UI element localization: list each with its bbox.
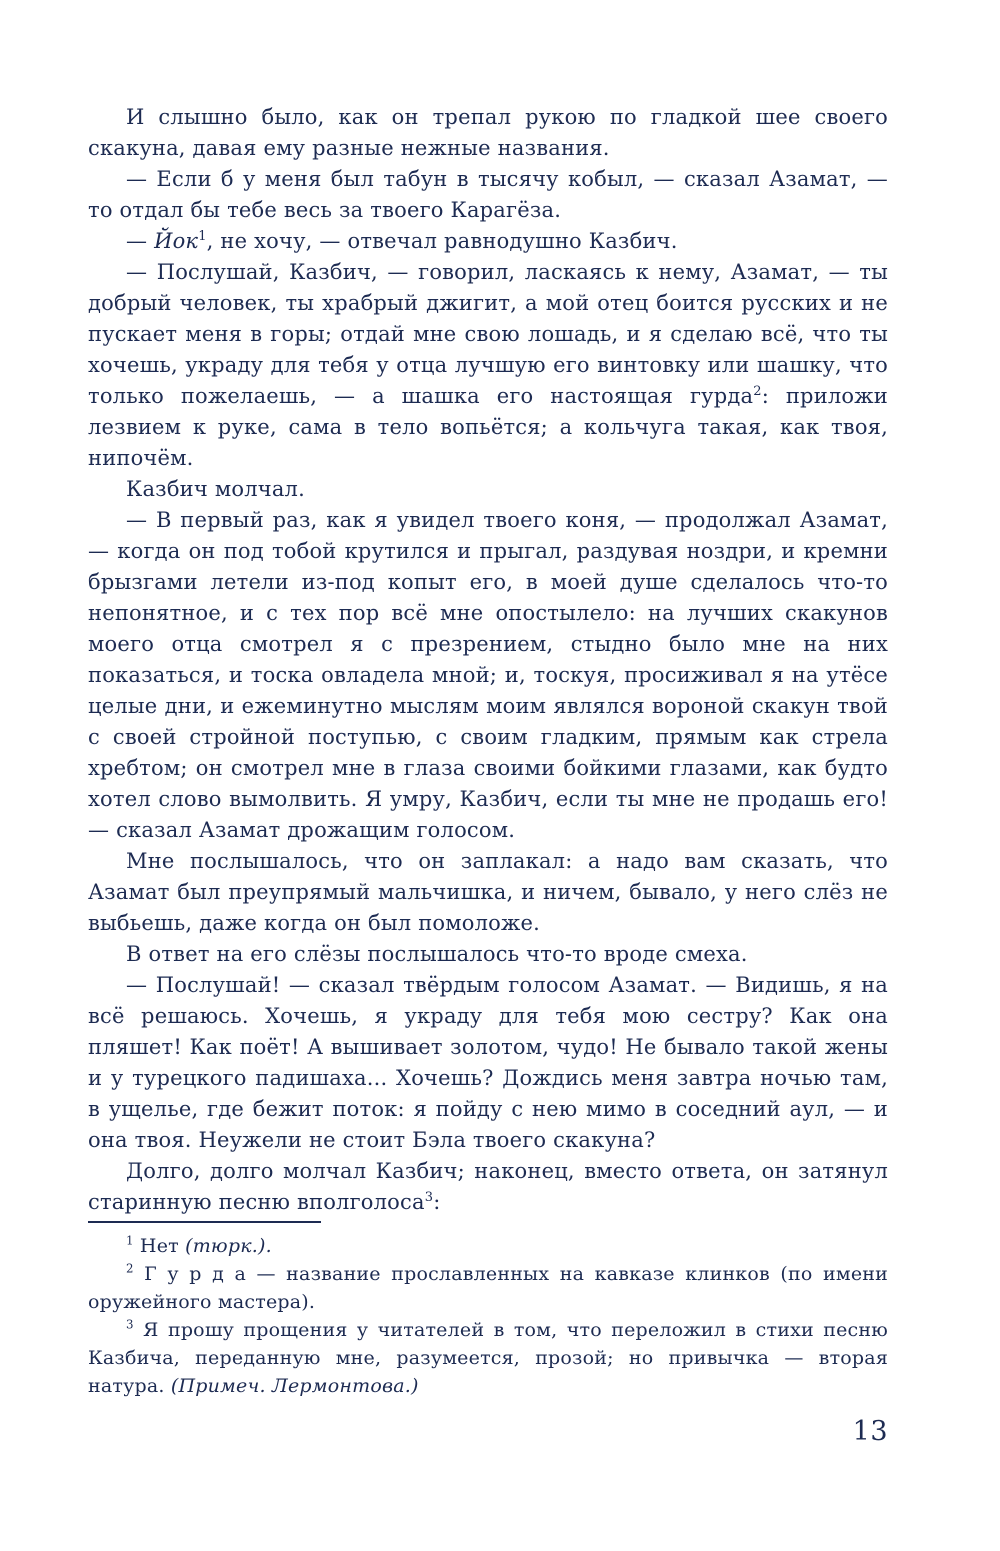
paragraph — [88, 474, 888, 505]
footnote-separator — [88, 1221, 321, 1223]
text-run: Мне послышалось, что он заплакал: а надо вам сказать, что Азамат был преупрямый мальчишка, и ничем, бывало, у него слёз не выбьешь, даже когда он был помоложе. — [88, 849, 888, 935]
text-run: — Послушай, Казбич, — говорил, ласкаясь к нему, Азамат, — ты добрый человек, ты храбрый джигит, а мой отец боится русских и не пускает меня в горы; отдай мне свою лошадь, и я сделаю всё, что ты хочешь, украду для тебя у отца лучшую его винтовку или шашку, что только пожелаешь, — а шашка его настоящая гурда — [88, 260, 888, 408]
footnote-marker: 3 — [424, 1190, 434, 1205]
footnote-marker: 3 — [126, 1317, 134, 1332]
text-run: Казбич молчал. — [126, 477, 305, 501]
text-run: В ответ на его слёзы послышалось что-то вроде смеха. — [126, 942, 748, 966]
footnotes-block — [88, 1232, 888, 1400]
paragraph — [88, 102, 888, 164]
footnote — [88, 1316, 888, 1400]
footnote — [88, 1232, 888, 1260]
text-run: Нет — [133, 1235, 186, 1257]
footnote-marker: 2 — [753, 384, 762, 399]
paragraph — [88, 939, 888, 970]
text-run: Г у р д а — название прославленных на кавказе клинков (по имени оружейного мастера). — [88, 1263, 888, 1313]
text-run: — Послушай! — сказал твёрдым голосом Азамат. — Видишь, я на всё решаюсь. Хочешь, я украду для тебя мою сестру? Как она пляшет! Как поёт! А вышивает золотом, чудо! Не бывало такой жены и у турецкого падишаха... Хочешь? Дождись меня завтра ночью там, в ущелье, где бежит поток: я пойду с нею мимо в соседний аул, — и она твоя. Неужели не стоит Бэла твоего скакуна? — [88, 973, 888, 1152]
text-run: И слышно было, как он трепал рукою по гладкой шее своего скакуна, давая ему разные нежные названия. — [88, 105, 888, 160]
paragraph — [88, 1156, 888, 1218]
text-run: : приложи лезвием к руке, сама в тело вопьётся; а кольчуга такая, как твоя, нипочём. — [88, 384, 888, 470]
text-run: : — [433, 1190, 441, 1214]
footnote-marker: 2 — [126, 1261, 134, 1276]
footnote — [88, 1260, 888, 1316]
text-run: — В первый раз, как я увидел твоего коня, — продолжал Азамат, — когда он под тобой крутился и прыгал, раздувая ноздри, и кремни брызгами летели из-под копыт его, в моей душе сделалось что-то непонятное, и с тех пор всё мне опостылело: на лучших скакунов моего отца смотрел я с презрением, стыдно было мне на них показаться, и тоска овладела мной; и, тоскуя, просиживал я на утёсе целые дни, и ежеминутно мыслям моим являлся вороной скакун твой с своей стройной поступью, с своим гладким, прямым как стрела хребтом; он смотрел мне в глаза своими бойкими глазами, как будто хотел слово вымолвить. Я умру, Казбич, если ты мне не продашь его! — сказал Азамат дрожащим голосом. — [88, 508, 888, 842]
italic-run: (Примеч. Лермонтова.) — [170, 1375, 419, 1397]
text-run: — Если б у меня был табун в тысячу кобыл, — сказал Азамат, — то отдал бы тебе весь за твоего Карагёза. — [88, 167, 888, 222]
footnote-marker: 1 — [198, 229, 207, 244]
text-run: Я прошу прощения у читателей в том, что переложил в стихи песню Казбича, переданную мне, разумеется, прозой; но привычка — вторая натура. — [88, 1319, 888, 1397]
italic-run: (тюрк.). — [185, 1235, 272, 1257]
text-run: — — [126, 229, 155, 253]
page-number: 13 — [852, 1416, 888, 1447]
paragraph — [88, 846, 888, 939]
paragraph — [88, 257, 888, 474]
paragraph — [88, 505, 888, 846]
text-run: Долго, долго молчал Казбич; наконец, вместо ответа, он затянул старинную песню вполголоса — [88, 1159, 888, 1214]
italic-run: Йок — [154, 229, 199, 253]
body-paragraphs — [88, 102, 888, 1218]
footnote-marker: 1 — [126, 1233, 134, 1248]
paragraph — [88, 164, 888, 226]
text-block — [88, 102, 888, 1447]
paragraph — [88, 226, 888, 257]
text-run: , не хочу, — отвечал равнодушно Казбич. — [206, 229, 678, 253]
paragraph — [88, 970, 888, 1156]
